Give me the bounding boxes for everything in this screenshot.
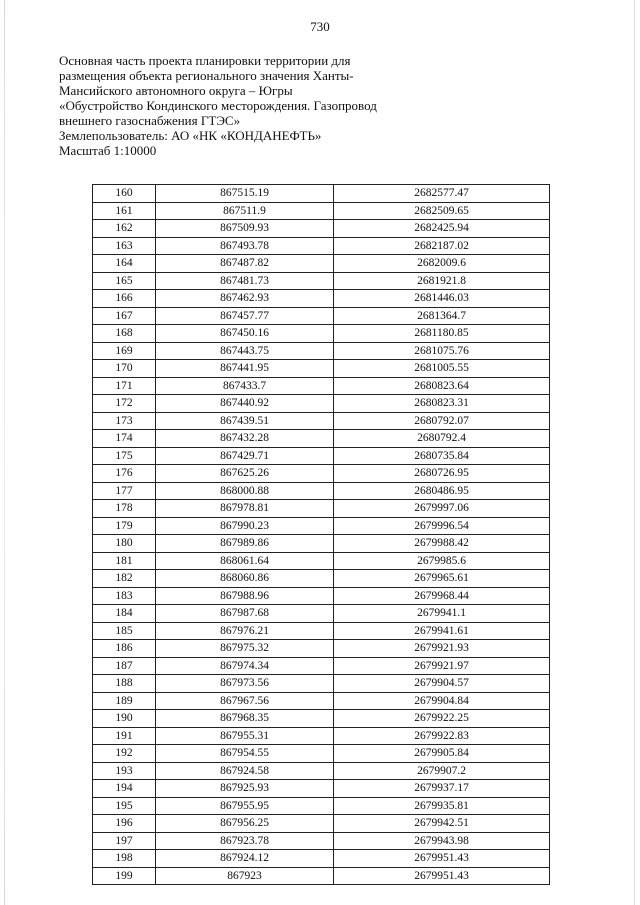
- table-row: [93, 430, 550, 448]
- scan-edge-left: [4, 0, 5, 905]
- x-coordinate-cell: 867511.9: [156, 202, 334, 220]
- point-number-cell: 172: [93, 395, 156, 413]
- y-coordinate-cell: 2679941.61: [334, 622, 550, 640]
- point-number-cell: 166: [93, 290, 156, 308]
- point-number-cell: 160: [93, 185, 156, 203]
- point-number-cell: 170: [93, 360, 156, 378]
- x-coordinate-cell: 867429.71: [156, 447, 334, 465]
- header-line: Землепользователь: АО «НК «КОНДАНЕФТЬ»: [59, 128, 322, 143]
- point-number-cell: 161: [93, 202, 156, 220]
- y-coordinate-cell: 2679942.51: [334, 815, 550, 833]
- x-coordinate-cell: 867990.23: [156, 517, 334, 535]
- y-coordinate-cell: 2681446.03: [334, 290, 550, 308]
- y-coordinate-cell: 2679997.06: [334, 500, 550, 518]
- header-line: размещения объекта регионального значения Ханты-: [59, 68, 354, 83]
- header-line: Масштаб 1:10000: [59, 143, 157, 158]
- point-number-cell: 191: [93, 727, 156, 745]
- x-coordinate-cell: 867978.81: [156, 500, 334, 518]
- table-row: [93, 325, 550, 343]
- y-coordinate-cell: 2681921.8: [334, 272, 550, 290]
- x-coordinate-cell: 867450.16: [156, 325, 334, 343]
- table-row: [93, 342, 550, 360]
- y-coordinate-cell: 2679921.93: [334, 640, 550, 658]
- table-row: [93, 867, 550, 885]
- y-coordinate-cell: 2682009.6: [334, 255, 550, 273]
- x-coordinate-cell: 867974.34: [156, 657, 334, 675]
- document-header: [59, 53, 419, 158]
- y-coordinate-cell: 2679904.57: [334, 675, 550, 693]
- point-number-cell: 177: [93, 482, 156, 500]
- x-coordinate-cell: 867923: [156, 867, 334, 885]
- point-number-cell: 178: [93, 500, 156, 518]
- x-coordinate-cell: 868061.64: [156, 552, 334, 570]
- table-row: [93, 465, 550, 483]
- x-coordinate-cell: 868060.86: [156, 570, 334, 588]
- x-coordinate-cell: 867509.93: [156, 220, 334, 238]
- coordinates-table-body: [93, 185, 550, 885]
- x-coordinate-cell: 867515.19: [156, 185, 334, 203]
- table-row: [93, 692, 550, 710]
- point-number-cell: 196: [93, 815, 156, 833]
- table-row: [93, 745, 550, 763]
- point-number-cell: 186: [93, 640, 156, 658]
- point-number-cell: 184: [93, 605, 156, 623]
- point-number-cell: 192: [93, 745, 156, 763]
- table-row: [93, 762, 550, 780]
- y-coordinate-cell: 2682187.02: [334, 237, 550, 255]
- point-number-cell: 182: [93, 570, 156, 588]
- x-coordinate-cell: 867989.86: [156, 535, 334, 553]
- x-coordinate-cell: 867433.7: [156, 377, 334, 395]
- point-number-cell: 199: [93, 867, 156, 885]
- table-row: [93, 605, 550, 623]
- point-number-cell: 169: [93, 342, 156, 360]
- x-coordinate-cell: 867481.73: [156, 272, 334, 290]
- table-row: [93, 657, 550, 675]
- x-coordinate-cell: 867440.92: [156, 395, 334, 413]
- table-row: [93, 517, 550, 535]
- y-coordinate-cell: 2680823.31: [334, 395, 550, 413]
- table-row: [93, 255, 550, 273]
- point-number-cell: 188: [93, 675, 156, 693]
- x-coordinate-cell: 867457.77: [156, 307, 334, 325]
- y-coordinate-cell: 2680823.64: [334, 377, 550, 395]
- x-coordinate-cell: 867924.58: [156, 762, 334, 780]
- table-row: [93, 710, 550, 728]
- x-coordinate-cell: 867625.26: [156, 465, 334, 483]
- y-coordinate-cell: 2682425.94: [334, 220, 550, 238]
- point-number-cell: 164: [93, 255, 156, 273]
- x-coordinate-cell: 867487.82: [156, 255, 334, 273]
- y-coordinate-cell: 2682509.65: [334, 202, 550, 220]
- x-coordinate-cell: 867443.75: [156, 342, 334, 360]
- table-row: [93, 570, 550, 588]
- point-number-cell: 190: [93, 710, 156, 728]
- table-row: [93, 447, 550, 465]
- y-coordinate-cell: 2680735.84: [334, 447, 550, 465]
- point-number-cell: 185: [93, 622, 156, 640]
- table-row: [93, 395, 550, 413]
- y-coordinate-cell: 2680792.4: [334, 430, 550, 448]
- x-coordinate-cell: 867432.28: [156, 430, 334, 448]
- y-coordinate-cell: 2680726.95: [334, 465, 550, 483]
- y-coordinate-cell: 2679965.61: [334, 570, 550, 588]
- point-number-cell: 171: [93, 377, 156, 395]
- y-coordinate-cell: 2679922.25: [334, 710, 550, 728]
- point-number-cell: 175: [93, 447, 156, 465]
- point-number-cell: 195: [93, 797, 156, 815]
- header-line: Основная часть проекта планировки территории для: [59, 53, 351, 68]
- header-line: Мансийского автономного округа – Югры: [59, 83, 293, 98]
- table-row: [93, 500, 550, 518]
- y-coordinate-cell: 2679935.81: [334, 797, 550, 815]
- table-row: [93, 185, 550, 203]
- x-coordinate-cell: 867975.32: [156, 640, 334, 658]
- y-coordinate-cell: 2679921.97: [334, 657, 550, 675]
- y-coordinate-cell: 2681180.85: [334, 325, 550, 343]
- table-row: [93, 622, 550, 640]
- y-coordinate-cell: 2679985.6: [334, 552, 550, 570]
- point-number-cell: 193: [93, 762, 156, 780]
- page-number: 730: [310, 19, 330, 34]
- point-number-cell: 163: [93, 237, 156, 255]
- y-coordinate-cell: 2679996.54: [334, 517, 550, 535]
- y-coordinate-cell: 2680792.07: [334, 412, 550, 430]
- table-row: [93, 780, 550, 798]
- x-coordinate-cell: 867925.93: [156, 780, 334, 798]
- table-row: [93, 237, 550, 255]
- y-coordinate-cell: 2679907.2: [334, 762, 550, 780]
- table-row: [93, 220, 550, 238]
- table-row: [93, 675, 550, 693]
- coordinates-table: [92, 184, 550, 885]
- y-coordinate-cell: 2679951.43: [334, 867, 550, 885]
- y-coordinate-cell: 2679943.98: [334, 832, 550, 850]
- y-coordinate-cell: 2679905.84: [334, 745, 550, 763]
- x-coordinate-cell: 867955.31: [156, 727, 334, 745]
- table-row: [93, 290, 550, 308]
- y-coordinate-cell: 2679968.44: [334, 587, 550, 605]
- y-coordinate-cell: 2680486.95: [334, 482, 550, 500]
- point-number-cell: 162: [93, 220, 156, 238]
- table-row: [93, 850, 550, 868]
- y-coordinate-cell: 2679904.84: [334, 692, 550, 710]
- table-row: [93, 587, 550, 605]
- point-number-cell: 189: [93, 692, 156, 710]
- y-coordinate-cell: 2679941.1: [334, 605, 550, 623]
- point-number-cell: 173: [93, 412, 156, 430]
- point-number-cell: 197: [93, 832, 156, 850]
- y-coordinate-cell: 2682577.47: [334, 185, 550, 203]
- point-number-cell: 167: [93, 307, 156, 325]
- x-coordinate-cell: 867968.35: [156, 710, 334, 728]
- x-coordinate-cell: 867439.51: [156, 412, 334, 430]
- table-row: [93, 307, 550, 325]
- header-line: «Обустройство Кондинского месторождения. Газопровод: [59, 98, 377, 113]
- x-coordinate-cell: 867956.25: [156, 815, 334, 833]
- point-number-cell: 168: [93, 325, 156, 343]
- point-number-cell: 198: [93, 850, 156, 868]
- table-row: [93, 412, 550, 430]
- x-coordinate-cell: 867967.56: [156, 692, 334, 710]
- table-row: [93, 272, 550, 290]
- point-number-cell: 180: [93, 535, 156, 553]
- table-row: [93, 640, 550, 658]
- scan-edge-right: [634, 0, 635, 905]
- x-coordinate-cell: 867988.96: [156, 587, 334, 605]
- y-coordinate-cell: 2681364.7: [334, 307, 550, 325]
- x-coordinate-cell: 867987.68: [156, 605, 334, 623]
- x-coordinate-cell: 867924.12: [156, 850, 334, 868]
- y-coordinate-cell: 2679922.83: [334, 727, 550, 745]
- y-coordinate-cell: 2681005.55: [334, 360, 550, 378]
- point-number-cell: 176: [93, 465, 156, 483]
- y-coordinate-cell: 2679937.17: [334, 780, 550, 798]
- table-row: [93, 535, 550, 553]
- table-row: [93, 360, 550, 378]
- point-number-cell: 174: [93, 430, 156, 448]
- table-row: [93, 482, 550, 500]
- y-coordinate-cell: 2681075.76: [334, 342, 550, 360]
- table-row: [93, 797, 550, 815]
- table-row: [93, 832, 550, 850]
- y-coordinate-cell: 2679988.42: [334, 535, 550, 553]
- x-coordinate-cell: 867976.21: [156, 622, 334, 640]
- x-coordinate-cell: 867973.56: [156, 675, 334, 693]
- x-coordinate-cell: 867493.78: [156, 237, 334, 255]
- x-coordinate-cell: 867954.55: [156, 745, 334, 763]
- point-number-cell: 179: [93, 517, 156, 535]
- point-number-cell: 183: [93, 587, 156, 605]
- point-number-cell: 181: [93, 552, 156, 570]
- x-coordinate-cell: 867462.93: [156, 290, 334, 308]
- x-coordinate-cell: 868000.88: [156, 482, 334, 500]
- x-coordinate-cell: 867441.95: [156, 360, 334, 378]
- table-row: [93, 202, 550, 220]
- table-row: [93, 727, 550, 745]
- y-coordinate-cell: 2679951.43: [334, 850, 550, 868]
- point-number-cell: 187: [93, 657, 156, 675]
- x-coordinate-cell: 867923.78: [156, 832, 334, 850]
- point-number-cell: 165: [93, 272, 156, 290]
- table-row: [93, 377, 550, 395]
- x-coordinate-cell: 867955.95: [156, 797, 334, 815]
- table-row: [93, 552, 550, 570]
- point-number-cell: 194: [93, 780, 156, 798]
- header-line: внешнего газоснабжения ГТЭС»: [59, 113, 241, 128]
- table-row: [93, 815, 550, 833]
